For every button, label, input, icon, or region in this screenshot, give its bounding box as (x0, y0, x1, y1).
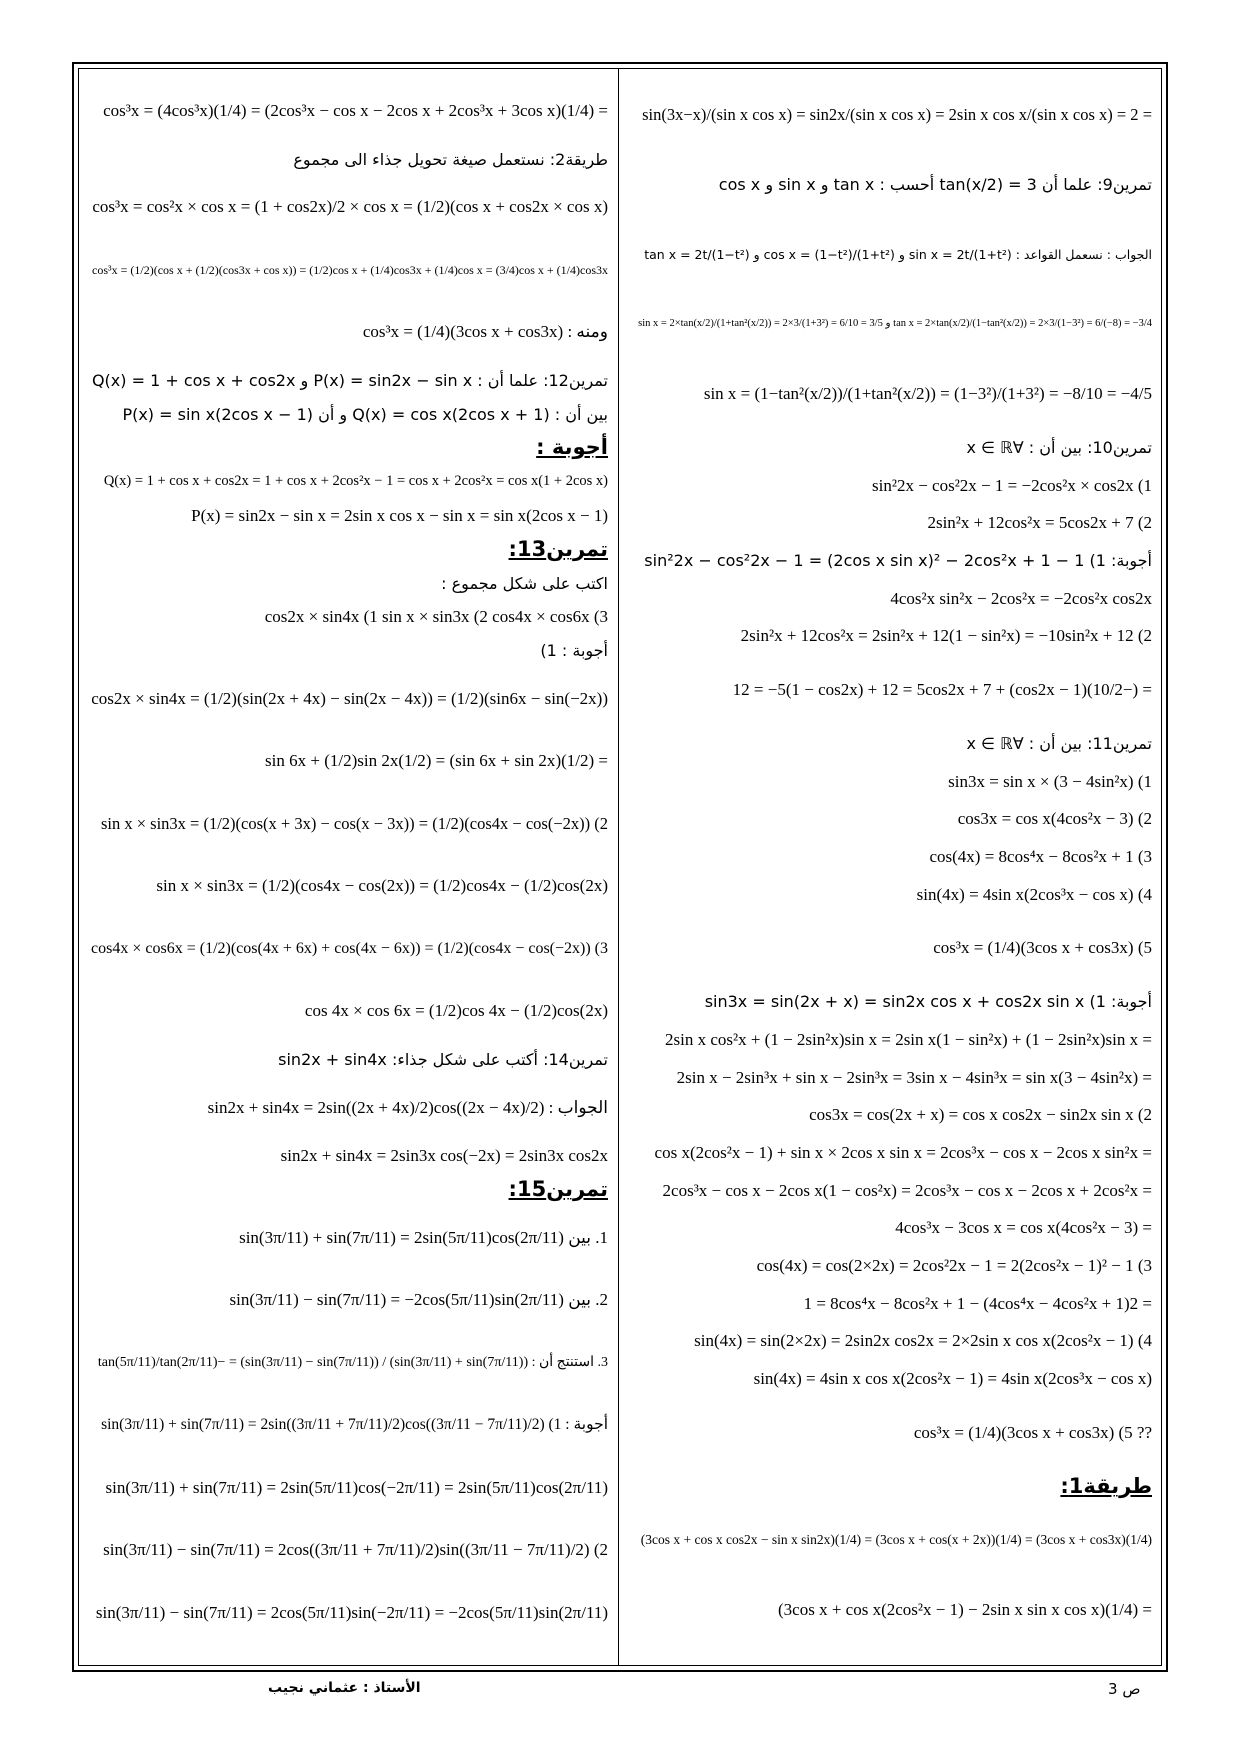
math-line: = cos x(2cos²x − 1) + sin x × 2cos x sin x = 2cos³x − cos x − 2cos x sin²x (654, 1142, 1152, 1162)
math-line: = 2sin x cos²x + (1 − 2sin²x)sin x = 2sin x(1 − sin²x) + (1 − 2sin²x)sin x (664, 1029, 1152, 1049)
math-line: ?? cos³x = (1/4)(3cos x + cos3x) (5 (913, 1422, 1152, 1442)
math-line: cos 4x × cos 6x = (1/2)cos 4x − (1/2)cos(2x) (304, 1001, 608, 1021)
exercise-heading: طريقة1: (1060, 1473, 1152, 1498)
text-line: تمرين10: بين أن : ∀x ∈ ℝ (966, 437, 1152, 457)
math-line: sin(3π/11) + sin(7π/11) = 2sin(5π/11)cos(−2π/11) = 2sin(5π/11)cos(2π/11) (105, 1477, 608, 1497)
math-line: أجوبة : 1) sin(3π/11) + sin(7π/11) = 2sin((3π/11 + 7π/11)/2)cos((3π/11 − 7π/11)/2) (101, 1416, 608, 1434)
text-line: تمرين12: علما أن : P(x) = sin2x − sin x و Q(x) = 1 + cos x + cos2x (91, 370, 608, 390)
math-line: P(x) = sin2x − sin x = 2sin x cos x − sin x = sin x(2cos x − 1) (191, 505, 608, 525)
math-line: sin(4x) = sin(2×2x) = 2sin2x cos2x = 2×2sin x cos x(2cos²x − 1) (4 (694, 1331, 1152, 1351)
math-line: sin x = (1−tan²(x/2))/(1+tan²(x/2)) = (1−3²)/(1+3²) = −8/10 = −4/5 (703, 384, 1152, 404)
math-line: = sin(3x−x)/(sin x cos x) = sin2x/(sin x cos x) = 2sin x cos x/(sin x cos x) = 2 (642, 105, 1152, 124)
math-line: 2. بين sin(3π/11) − sin(7π/11) = −2cos(5π/11)sin(2π/11) (229, 1290, 608, 1310)
math-line: 2sin²x + 12cos²x = 2sin²x + 12(1 − sin²x) = −10sin²x + 12 (2 (740, 626, 1152, 646)
math-line: = (−10/2)(1 − cos2x) + 12 = −5(1 − cos2x) + 12 = 5cos2x + 7 (732, 680, 1152, 700)
text-line: بين أن : Q(x) = cos x(2cos x + 1) و أن P(x) = sin x(2cos x − 1) (122, 404, 608, 424)
math-line: cos2x × sin4x (1 sin x × sin3x (2 cos4x × cos6x (3 (264, 607, 608, 627)
text-line: أجوبة: 1) sin3x = sin(2x + x) = sin2x cos x + cos2x sin x (704, 992, 1152, 1012)
math-line: cos2x × sin4x = (1/2)(sin(2x + 4x) − sin(2x − 4x)) = (1/2)(sin6x − sin(−2x)) (91, 688, 608, 708)
math-line: sin(4x) = 4sin x cos x(2cos²x − 1) = 4sin x(2cos³x − cos x) (753, 1369, 1152, 1389)
math-line: sin3x = sin x × (3 − 4sin²x) (1 (948, 771, 1152, 791)
text-line: تمرين14: أكتب على شكل جذاء: sin2x + sin4x (278, 1049, 608, 1069)
math-line: sin x × sin3x = (1/2)(cos4x − cos(2x)) = (1/2)cos4x − (1/2)cos(2x) (156, 876, 608, 896)
exercise-heading: تمرين13: (508, 536, 608, 561)
math-line: cos3x = cos(2x + x) = cos x cos2x − sin2x sin x (2 (809, 1105, 1152, 1125)
math-line: 4cos²x sin²x − 2cos²x = −2cos²x cos2x (890, 588, 1152, 608)
math-line: cos(4x) = 8cos⁴x − 8cos²x + 1 (3 (929, 846, 1152, 866)
math-line: cos³x = (1/4)(3cos x + cos3x) (5 (933, 938, 1152, 958)
math-line: sin2x + sin4x = 2sin3x cos(−2x) = 2sin3x cos2x (280, 1146, 608, 1166)
math-line: 2sin²x + 12cos²x = 5cos2x + 7 (2 (927, 513, 1152, 533)
math-line: = (1/4)(3cos x + cos x(2cos²x − 1) − 2sin x sin x cos x) (778, 1599, 1152, 1619)
math-line: sin²2x − cos²2x − 1 = −2cos²x × cos2x (1 (872, 475, 1152, 495)
math-line: = 4cos³x − 3cos x = cos x(4cos²x − 3) (895, 1218, 1152, 1238)
math-line: sin(4x) = 4sin x(2cos³x − cos x) (4 (916, 884, 1152, 904)
math-line: tan x = 2×tan(x/2)/(1−tan²(x/2)) = 2×3/(1−3²) = 6/(−8) = −3/4 و sin x = 2×tan(x/2)/(1+tan²(x/2)) = 2×3/(1+3²) = 6/10 = 3/5 (638, 318, 1152, 330)
text-line: الجواب : نسعمل القواعد : sin x = 2t/(1+t²) و cos x = (1−t²)/(1+t²) و tan x = 2t/(1−t²) (644, 246, 1152, 262)
math-line: ومنه : cos³x = (1/4)(3cos x + cos3x) (362, 322, 608, 342)
math-line: sin(3π/11) − sin(7π/11) = 2cos((3π/11 + 7π/11)/2)sin((3π/11 − 7π/11)/2) (2 (103, 1540, 608, 1560)
math-line: = (1/4)(2cos³x − cos x − 2cos x + 2cos³x + 3cos x) = (1/4)(4cos³x) = cos³x (103, 101, 608, 120)
exercise-heading: تمرين15: (508, 1177, 608, 1202)
math-line: cos(4x) = cos(2×2x) = 2cos²2x − 1 = 2(2cos²x − 1)² − 1 (3 (756, 1255, 1152, 1275)
text-line: أجوبة: 1) sin²2x − cos²2x − 1 = (2cos x sin x)² − 2cos²x + 1 − 1 (644, 551, 1152, 571)
footer-teacher: الأستاذ : عثماني نجيب (268, 1680, 421, 1696)
math-line: = 2cos³x − cos x − 2cos x(1 − cos²x) = 2cos³x − cos x − 2cos x + 2cos²x (662, 1180, 1152, 1200)
math-line: 3. استنتج أن : (sin(3π/11) + sin(7π/11)) / (sin(3π/11) − sin(7π/11)) = −tan(5π/11)/tan(2π/11) (97, 1354, 608, 1370)
column-divider (618, 68, 619, 1666)
math-line: الجواب : sin2x + sin4x = 2sin((2x + 4x)/2)cos((2x − 4x)/2) (207, 1097, 608, 1117)
text-line: تمرين9: علما أن tan(x/2) = 3 أحسب : tan x و sin x و cos x (718, 174, 1152, 194)
math-line: = 2sin x − 2sin³x + sin x − 2sin³x = 3sin x − 4sin³x = sin x(3 − 4sin²x) (676, 1067, 1152, 1087)
math-line: (1/4)(3cos x + cos3x) = (1/4)(3cos x + cos(x + 2x)) = (1/4)(3cos x + cos x cos2x − sin x sin2x) (640, 1532, 1152, 1548)
math-line: cos4x × cos6x = (1/2)(cos(4x + 6x) + cos(4x − 6x)) = (1/2)(cos4x − cos(−2x)) (3 (91, 939, 608, 957)
math-line: cos³x = cos²x × cos x = (1 + cos2x)/2 × cos x = (1/2)(cos x + cos2x × cos x) (92, 197, 608, 217)
math-line: 1. بين sin(3π/11) + sin(7π/11) = 2sin(5π/11)cos(2π/11) (239, 1227, 608, 1247)
text-line: طريقة2: نستعمل صيغة تحويل جذاء الى مجموع (293, 149, 608, 169)
right-column (628, 80, 1152, 1645)
footer-page-number: ص 3 (1108, 1680, 1141, 1698)
math-line: sin(3π/11) − sin(7π/11) = 2cos(5π/11)sin(−2π/11) = −2cos(5π/11)sin(2π/11) (95, 1602, 608, 1622)
exercise-heading: أجوبة : (536, 435, 608, 460)
math-line: Q(x) = 1 + cos x + cos2x = 1 + cos x + 2cos²x − 1 = cos x + 2cos²x = cos x(1 + 2cos x) (103, 473, 608, 490)
math-line: cos3x = cos x(4cos²x − 3) (2 (957, 809, 1152, 829)
text-line: اكتب على شكل مجموع : (441, 573, 608, 593)
math-line: = 2(4cos⁴x − 4cos²x + 1) − 1 = 8cos⁴x − 8cos²x + 1 (803, 1293, 1152, 1313)
math-line: = (1/2)(sin 6x + sin 2x) = (1/2)sin 6x + (1/2)sin 2x (265, 751, 608, 771)
math-line: cos³x = (1/2)(cos x + (1/2)(cos3x + cos x)) = (1/2)cos x + (1/4)cos3x + (1/4)cos x = (3/4)cos x + (1/4)cos3x (92, 262, 608, 277)
left-column (88, 80, 608, 1644)
math-line: sin x × sin3x = (1/2)(cos(x + 3x) − cos(x − 3x)) = (1/2)(cos4x − cos(−2x)) (2 (100, 813, 608, 833)
text-line: تمرين11: بين أن : ∀x ∈ ℝ (966, 733, 1152, 753)
text-line: أجوبة : 1) (540, 641, 608, 661)
